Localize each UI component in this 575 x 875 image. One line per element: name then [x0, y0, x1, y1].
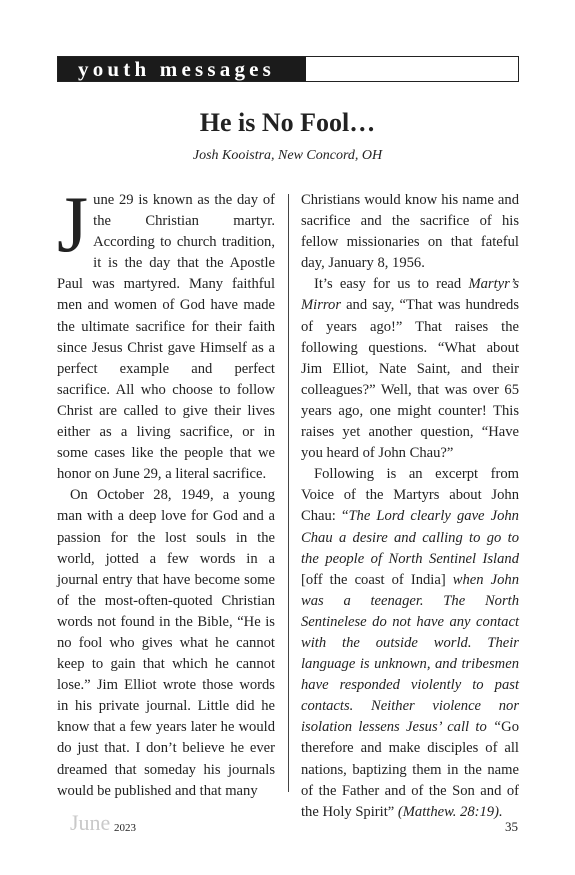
article-byline: Josh Kooistra, New Concord, OH — [192, 148, 383, 163]
scripture-reference: (Matthew. 28:19). — [397, 803, 503, 820]
paragraph-5 — [301, 464, 519, 823]
paragraph-4-text-a: It’s easy for us to read — [314, 276, 469, 293]
column-divider — [288, 194, 289, 792]
footer-month: June — [70, 810, 111, 835]
paragraph-1 — [57, 181, 275, 485]
paragraph-5-text-a: Following is an excerpt from Voice of the Martyrs about John Chau: “ — [301, 466, 519, 525]
book-title: Martyr’s Mirror — [301, 276, 519, 314]
paragraph-5-text-c: Go therefore and make disciples of all nations, baptizing them in the name of the Father and of the Son and of the Holy Spirit” — [301, 719, 519, 820]
section-header — [57, 56, 519, 82]
footer-year: 2023 — [114, 822, 136, 834]
paragraph-5-text-b: [off the coast of India] — [301, 571, 453, 588]
left-column — [57, 181, 275, 802]
article-title: He is No Fool… — [199, 108, 376, 137]
quote-italic-2: when John was a teenager. The North Sentinelese do not have any contact with the outside world. Their language is unknown, and tribesmen have responded violently to past contacts. Neither violence nor isolation lessens Jesus’ call to “ — [301, 571, 520, 736]
paragraph-4 — [301, 274, 519, 464]
right-column — [301, 190, 519, 823]
quote-italic-1: The Lord clearly gave John Chau a desire and calling to go to the people of North Sentinel Island — [301, 508, 519, 567]
paragraph-4-text-b: and say, “That was hundreds of years ago!” That raises the following questions. “What about Jim Elliot, Nate Saint, and their colleagues?” Well, that was over 65 years ago, one might counter! This raises yet another question, “Have you heard of John Chau?” — [301, 297, 519, 462]
drop-cap: J — [57, 181, 89, 269]
page-number: 35 — [505, 819, 518, 834]
paragraph-1-text: une 29 is known as the day of the Christian martyr. According to church tradition, it is the day that the Apostle Paul was martyred. Many faithful men and women of God have made the ultimate sacrifice for their faith since Jesus Christ gave Himself as a perfect example and perfect sacrifice. All who choose to follow Christ are called to give their lives either as a living sacrifice, or in some cases like the people that we honor on June 29, a literal sacrifice. — [57, 192, 275, 483]
paragraph-2: On October 28, 1949, a young man with a deep love for God and a passion for the lost souls in the world, jotted a few words in a journal entry that have become some of the most-often-quoted Christian words not found in the Bible, “He is no fool who gives what he cannot keep to gain that which he cannot lose.” Jim Elliot wrote those words in his private journal. Little did he know that a few years later he would do just that. I don’t believe he ever dreamed that someday his journals would be published and that many — [57, 487, 275, 799]
paragraph-3: Christians would know his name and sacrifice and the sacrifice of his fellow missionaries on that fateful day, January 8, 1956. — [301, 192, 519, 272]
section-label: youth messages — [58, 57, 306, 81]
